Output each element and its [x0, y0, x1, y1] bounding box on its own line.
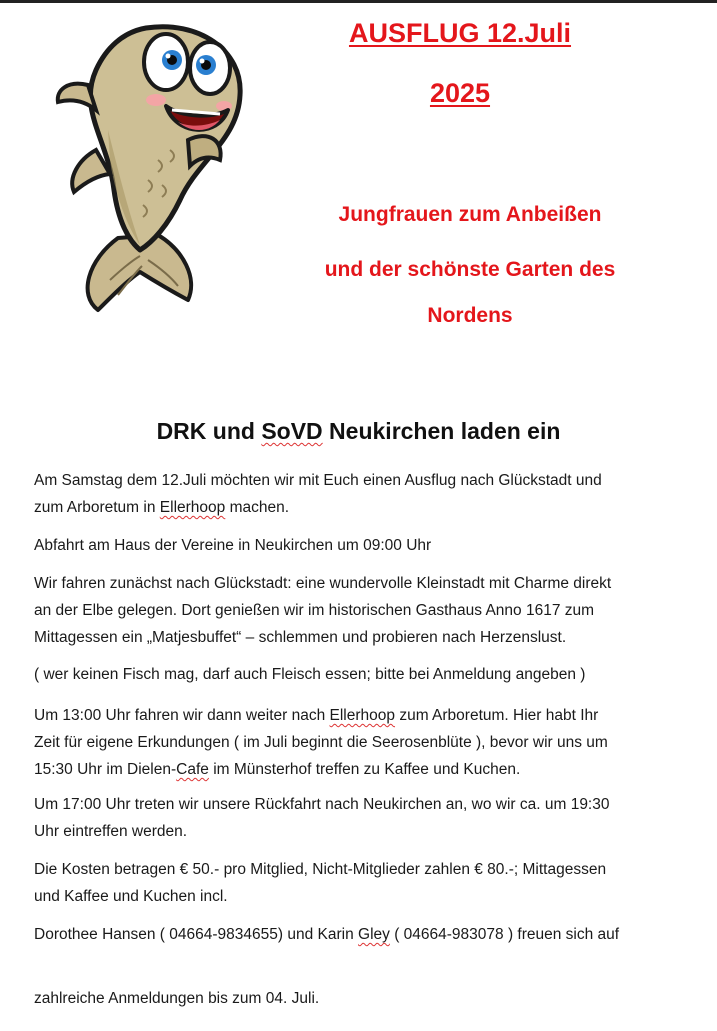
- place-ellerhoop-2: Ellerhoop: [329, 707, 396, 724]
- intro-line-1: Am Samstag dem 12.Juli möchten wir mit Euch einen Ausflug nach Glückstadt und: [34, 472, 602, 489]
- subtitle-line-2: und der schönste Garten des: [324, 258, 616, 281]
- heading-prefix: DRK und: [156, 418, 262, 444]
- intro-line-2: [34, 494, 694, 521]
- paragraph-costs: [34, 856, 694, 910]
- paragraph-glueckstadt: [34, 570, 694, 651]
- contact-name-gley: Gley: [358, 926, 390, 943]
- intro-text-a: zum Arboretum in: [34, 499, 160, 516]
- paragraph-intro: [34, 467, 694, 521]
- heading-org: SoVD: [261, 418, 323, 444]
- intro-text-b: machen.: [225, 499, 290, 516]
- glueckstadt-line-3: Mittagessen ein „Matjesbuffet“ – schlemmen und probieren nach Herzenslust.: [34, 629, 567, 646]
- costs-line-1: Die Kosten betragen € 50.- pro Mitglied, Nicht-Mitglieder zahlen € 80.-; Mittagessen: [34, 861, 607, 878]
- title-line-2: 2025: [429, 78, 491, 108]
- cartoon-fish-icon: [48, 10, 248, 315]
- cafe-word: Cafe: [176, 761, 209, 778]
- place-ellerhoop: Ellerhoop: [159, 499, 226, 516]
- paragraph-contacts: [34, 921, 694, 948]
- paragraph-meat-option: ( wer keinen Fisch mag, darf auch Fleisch essen; bitte bei Anmeldung angeben ): [34, 666, 586, 683]
- glueckstadt-line-2: an der Elbe gelegen. Dort genießen wir im historischen Gasthaus Anno 1617 zum: [34, 602, 595, 619]
- costs-line-2: und Kaffee und Kuchen incl.: [34, 888, 228, 905]
- arboretum-line-3: [34, 756, 694, 783]
- arboretum-text-b: zum Arboretum. Hier habt Ihr: [395, 707, 599, 724]
- return-line-2: Uhr eintreffen werden.: [34, 823, 188, 840]
- title-line-1: AUSFLUG 12.Juli: [348, 18, 572, 48]
- contacts-text-b: ( 04664-983078 ) freuen sich auf: [389, 926, 620, 943]
- contacts-text-a: Dorothee Hansen ( 04664-9834655) und Karin: [34, 926, 359, 943]
- arboretum-text-a: Um 13:00 Uhr fahren wir dann weiter nach: [34, 707, 330, 724]
- top-border: [0, 0, 717, 3]
- subtitle-line-3: Nordens: [427, 304, 513, 327]
- arboretum-line-2: Zeit für eigene Erkundungen ( im Juli beginnt die Seerosenblüte ), bevor wir uns um: [34, 734, 608, 751]
- paragraph-arboretum: [34, 702, 694, 783]
- heading-suffix: Neukirchen laden ein: [322, 418, 561, 444]
- arboretum-text-c: 15:30 Uhr im Dielen-: [34, 761, 177, 778]
- paragraph-departure: Abfahrt am Haus der Vereine in Neukirchen um 09:00 Uhr: [34, 537, 432, 554]
- subtitle-line-1: Jungfrauen zum Anbeißen: [338, 203, 602, 226]
- glueckstadt-line-1: Wir fahren zunächst nach Glückstadt: eine wundervolle Kleinstadt mit Charme direkt: [34, 575, 612, 592]
- return-line-1: Um 17:00 Uhr treten wir unsere Rückfahrt nach Neukirchen an, wo wir ca. um 19:30: [34, 796, 610, 813]
- invitation-heading: [0, 418, 717, 445]
- paragraph-registration: zahlreiche Anmeldungen bis zum 04. Juli.: [34, 990, 320, 1007]
- arboretum-line-1: [34, 702, 694, 729]
- arboretum-text-d: im Münsterhof treffen zu Kaffee und Kuchen.: [208, 761, 521, 778]
- paragraph-return: [34, 791, 694, 845]
